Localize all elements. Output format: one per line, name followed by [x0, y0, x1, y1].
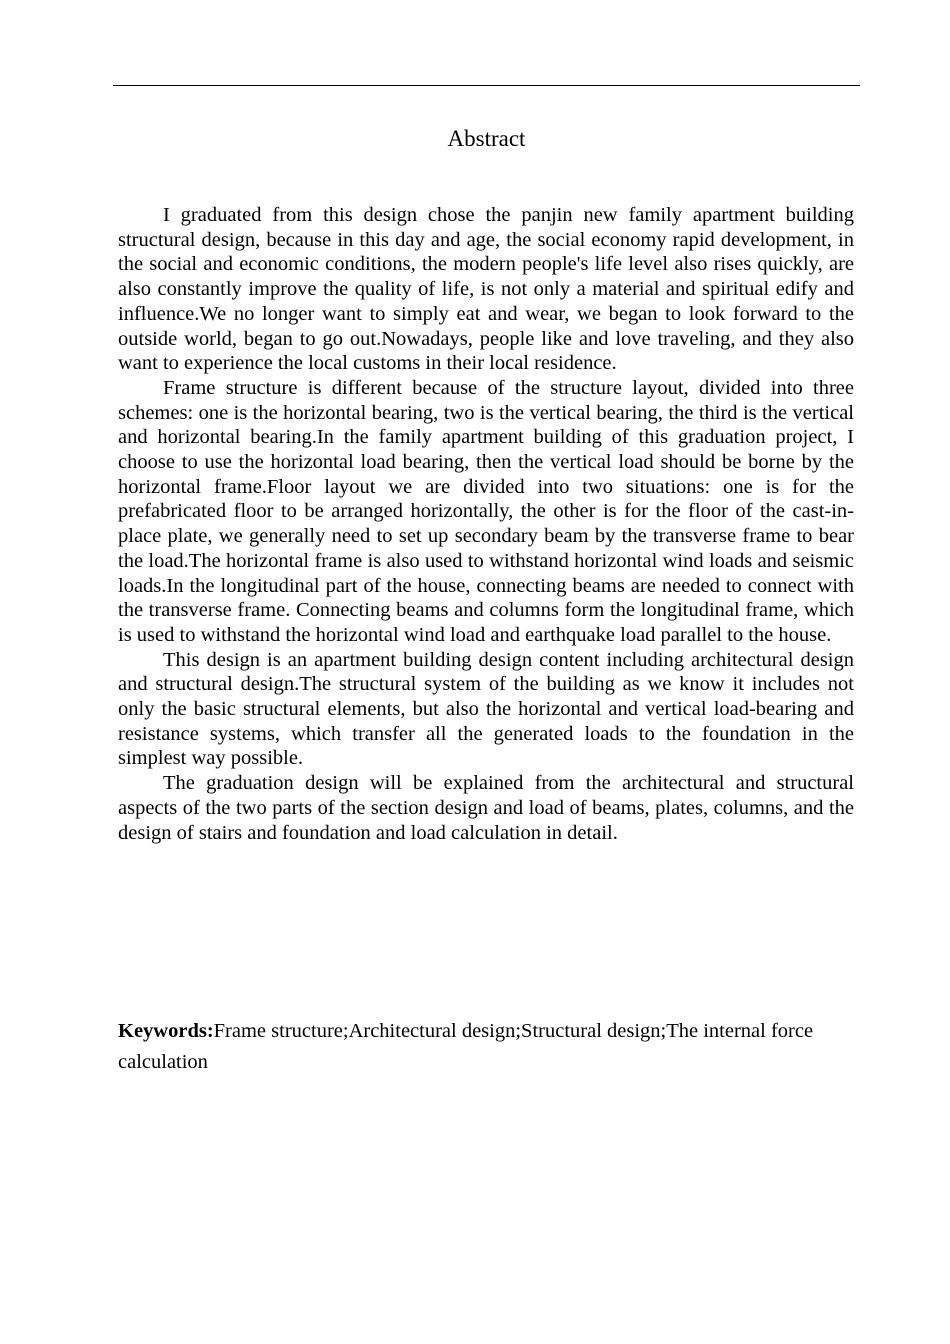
abstract-body: [118, 203, 854, 845]
abstract-paragraph-4: The graduation design will be explained from the architectural and structural aspects of the two parts of the section design and load of beams, plates, columns, and the design of stairs and foundation and load calculation in detail.: [118, 772, 854, 844]
keywords-label: Keywords:: [118, 1020, 214, 1042]
keywords-text: Frame structure;Architectural design;Structural design;The internal force calculation: [118, 1020, 814, 1073]
abstract-paragraph-1: I graduated from this design chose the panjin new family apartment building structural design, because in this day and age, the social economy rapid development, in the social and economic conditions, the modern people's life level also rises quickly, are also constantly improve the quality of life, is not only a material and spiritual edify and influence.We no longer want to simply eat and wear, we began to look forward to the outside world, began to go out.Nowadays, people like and love traveling, and they also want to experience the local customs in their local residence.: [118, 204, 854, 375]
keywords: [118, 1016, 838, 1078]
abstract-paragraph-3: This design is an apartment building design content including architectural design and structural design.The structural system of the building as we know it includes not only the basic structural elements, but also the horizontal and vertical load-bearing and resistance systems, which transfer all the generated loads to the foundation in the simplest way possible.: [118, 648, 854, 770]
abstract-paragraph-2: Frame structure is different because of the structure layout, divided into three schemes: one is the horizontal bearing, two is the vertical bearing, the third is the vertical and horizontal bearing.In the family apartment building of this graduation project, I choose to use the horizontal load bearing, then the vertical load should be borne by the horizontal frame.Floor layout we are divided into two situations: one is for the prefabricated floor to be arranged horizontally, the other is for the floor of the cast-in-place plate, we generally need to set up secondary beam by the transverse frame to bear the load.The horizontal frame is also used to withstand horizontal wind loads and seismic loads.In the longitudinal part of the house, connecting beams are needed to connect with the transverse frame. Connecting beams and columns form the longitudinal frame, which is used to withstand the horizontal wind load and earthquake load parallel to the house.: [118, 376, 854, 646]
header-rule: [113, 85, 860, 86]
page-title: Abstract: [447, 126, 526, 151]
